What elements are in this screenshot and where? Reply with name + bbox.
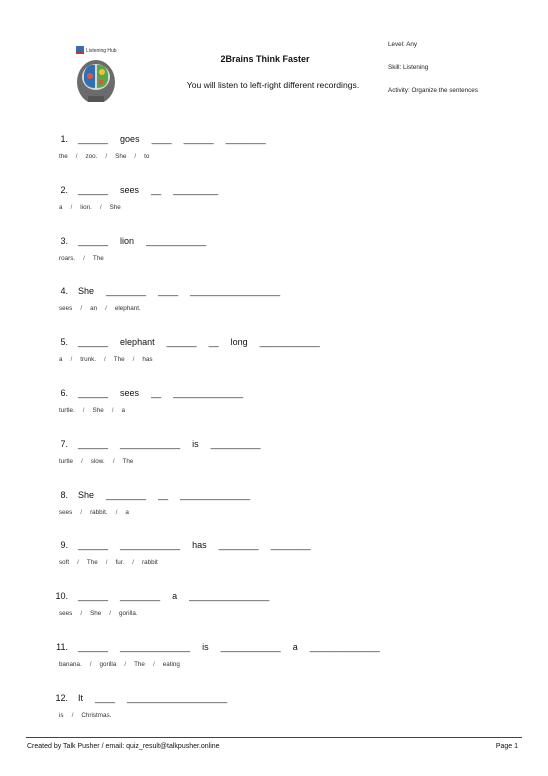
answer-blank[interactable]: _________ — [173, 184, 219, 195]
question-number: 6. — [60, 388, 68, 398]
answer-blank[interactable]: __________ — [210, 438, 261, 449]
answer-blank[interactable]: ____ — [158, 286, 179, 297]
answer-blank[interactable]: ____________ — [146, 235, 207, 246]
word-separator: / — [104, 356, 106, 364]
word-bank — [59, 204, 121, 211]
sentence-word: sees — [120, 184, 140, 195]
word-bank — [59, 407, 125, 414]
word-bank-item[interactable]: gorilla. — [119, 610, 138, 618]
word-bank-item[interactable]: rabbit — [142, 559, 158, 567]
question-sentence — [36, 693, 227, 703]
word-bank-item[interactable]: The — [122, 457, 134, 465]
word-bank-item[interactable]: turtle — [59, 457, 73, 465]
question-item — [36, 642, 516, 682]
sentence-word: is — [202, 642, 209, 652]
question-sentence — [36, 236, 206, 246]
word-separator: / — [132, 559, 135, 567]
word-bank-item[interactable]: to — [144, 153, 150, 160]
word-bank-item[interactable]: trunk. — [80, 356, 97, 364]
answer-blank[interactable]: __ — [158, 489, 169, 500]
word-separator: / — [99, 203, 102, 211]
word-bank — [59, 458, 133, 465]
word-separator: / — [70, 203, 73, 211]
question-item — [36, 388, 516, 428]
word-separator: / — [111, 407, 114, 414]
word-separator: / — [77, 559, 79, 567]
answer-blank[interactable]: ______ — [166, 337, 197, 348]
word-bank — [59, 153, 149, 160]
word-bank-item[interactable]: Christmas. — [81, 711, 112, 719]
question-item — [36, 439, 516, 479]
word-separator: / — [105, 153, 108, 160]
skill-label: Skill: Listening — [388, 64, 429, 71]
word-separator: / — [115, 508, 118, 516]
answer-blank[interactable]: ________ — [120, 591, 161, 602]
word-bank-item[interactable]: eating — [162, 661, 180, 668]
question-number: 2. — [60, 184, 68, 195]
question-sentence — [36, 439, 261, 449]
word-bank-item[interactable]: She — [92, 407, 104, 414]
word-separator: / — [109, 610, 112, 618]
word-bank-item[interactable]: rabbit. — [90, 508, 108, 516]
word-bank-item[interactable]: lion. — [80, 203, 92, 211]
sentence-word: She — [78, 286, 95, 297]
question-item — [36, 185, 516, 225]
answer-blank[interactable]: __ — [208, 337, 219, 348]
word-bank-item[interactable]: roars. — [59, 254, 76, 262]
question-number: 9. — [60, 540, 68, 551]
answer-blank[interactable]: ______ — [78, 337, 109, 348]
activity-label: Activity: Organize the sentences — [388, 87, 478, 94]
question-sentence — [36, 388, 243, 398]
word-bank — [59, 712, 111, 719]
question-number: 10. — [55, 591, 68, 602]
answer-blank[interactable]: ______ — [78, 540, 109, 551]
word-bank — [59, 661, 180, 668]
answer-blank[interactable]: ____________ — [220, 642, 281, 652]
answer-blank[interactable]: ____ — [95, 692, 116, 703]
word-bank-item[interactable]: gorilla — [99, 661, 117, 668]
sentence-word: has — [192, 540, 207, 551]
word-bank-item[interactable]: fur. — [115, 559, 125, 567]
question-item — [36, 591, 516, 631]
word-bank-item[interactable]: a — [59, 356, 63, 364]
word-bank-item[interactable]: a — [121, 407, 125, 414]
word-separator: / — [82, 407, 85, 414]
question-number: 7. — [60, 438, 68, 449]
question-item — [36, 693, 516, 733]
word-bank-item[interactable]: sees — [59, 610, 73, 618]
answer-blank[interactable]: ______________ — [173, 388, 244, 398]
word-bank-item[interactable]: banana. — [59, 661, 82, 668]
sentence-word: elephant — [120, 337, 155, 348]
word-bank-item[interactable]: She — [90, 610, 102, 618]
footer-credit: Created by Talk Pusher / email: quiz_result@talkpusher.online — [27, 743, 220, 750]
sentence-word: She — [78, 489, 95, 500]
question-item — [36, 337, 516, 377]
sentence-word: sees — [120, 388, 140, 398]
question-number: 3. — [60, 235, 68, 246]
word-bank-item[interactable]: a — [59, 203, 63, 211]
question-item — [36, 490, 516, 530]
word-bank-item[interactable]: turtle. — [59, 407, 75, 414]
sentence-word: a — [172, 591, 178, 602]
word-bank-item[interactable]: an — [90, 305, 98, 313]
answer-blank[interactable]: ______ — [78, 235, 109, 246]
word-bank-item[interactable]: She — [115, 153, 127, 160]
word-bank-item[interactable]: has — [142, 356, 153, 364]
question-number: 8. — [60, 489, 68, 500]
word-bank-item[interactable]: sees — [59, 305, 73, 313]
answer-blank[interactable]: ______ — [78, 591, 109, 602]
answer-blank[interactable]: ________ — [225, 134, 266, 144]
question-sentence — [36, 185, 218, 195]
word-bank-item[interactable]: soft — [59, 559, 70, 567]
question-number: 12. — [55, 692, 68, 703]
answer-blank[interactable]: __________________ — [190, 286, 281, 297]
question-item — [36, 134, 516, 174]
worksheet-logo — [68, 44, 124, 102]
question-sentence — [36, 490, 250, 500]
question-sentence — [36, 540, 311, 550]
answer-blank[interactable]: ____________ — [259, 337, 320, 348]
word-separator: / — [152, 661, 155, 668]
word-bank — [59, 610, 138, 617]
word-bank-item[interactable]: the — [59, 153, 68, 160]
word-separator: / — [71, 711, 74, 719]
answer-blank[interactable]: ______ — [183, 134, 214, 144]
worksheet-title: 2Brains Think Faster — [220, 54, 310, 64]
answer-blank[interactable]: ______ — [78, 438, 109, 449]
word-bank-item[interactable]: sees — [59, 508, 73, 516]
word-bank — [59, 305, 141, 312]
question-number: 4. — [60, 286, 68, 297]
word-separator: / — [105, 559, 108, 567]
answer-blank[interactable]: ____________ — [120, 540, 181, 551]
word-separator: / — [124, 661, 127, 668]
answer-blank[interactable]: ________ — [106, 286, 147, 297]
word-separator: / — [70, 356, 73, 364]
word-bank — [59, 356, 153, 363]
question-number: 11. — [56, 642, 68, 652]
worksheet-instructions: You will listen to left-right different recordings. — [186, 80, 360, 90]
word-separator: / — [75, 153, 78, 160]
word-bank-item[interactable]: zoo. — [85, 153, 98, 160]
word-separator: / — [105, 305, 107, 313]
answer-blank[interactable]: ________________ — [189, 591, 270, 602]
word-bank-item[interactable]: The — [92, 254, 104, 262]
word-bank — [59, 255, 104, 262]
sentence-word: goes — [120, 134, 140, 144]
word-separator: / — [80, 508, 83, 516]
word-separator: / — [134, 153, 137, 160]
word-separator: / — [132, 356, 135, 364]
word-bank-item[interactable]: The — [113, 356, 125, 364]
answer-blank[interactable]: ____ — [151, 134, 172, 144]
answer-blank[interactable]: ________ — [106, 489, 147, 500]
question-item — [36, 286, 516, 326]
word-separator: / — [89, 661, 92, 668]
question-sentence — [36, 591, 269, 601]
logo-text: Listening Hub — [86, 48, 117, 54]
page-number: Page 1 — [495, 743, 518, 750]
word-bank-item[interactable]: The — [86, 559, 98, 567]
answer-blank[interactable]: ____________ — [120, 438, 181, 449]
word-bank-item[interactable]: slow. — [90, 457, 105, 465]
word-bank — [59, 559, 158, 566]
answer-blank[interactable]: ______________ — [120, 642, 191, 652]
question-sentence — [36, 642, 380, 652]
word-separator: / — [83, 254, 85, 262]
question-number: 5. — [60, 337, 68, 348]
question-number: 1. — [60, 134, 68, 144]
question-sentence — [36, 337, 320, 347]
answer-blank[interactable]: ______________ — [180, 489, 251, 500]
sentence-word: It — [78, 692, 84, 703]
word-bank — [59, 509, 129, 516]
word-bank-item[interactable]: a — [125, 508, 129, 516]
answer-blank[interactable]: ______ — [78, 388, 109, 398]
word-bank-item[interactable]: The — [134, 661, 145, 668]
question-item — [36, 540, 516, 580]
answer-blank[interactable]: ________ — [218, 540, 259, 551]
question-sentence — [36, 286, 280, 296]
sentence-word: is — [192, 438, 199, 449]
sentence-word: long — [230, 337, 248, 348]
answer-blank[interactable]: ________ — [270, 540, 311, 551]
word-bank-item[interactable]: is — [59, 711, 64, 719]
answer-blank[interactable]: ______ — [78, 642, 109, 652]
question-item — [36, 236, 516, 276]
word-bank-item[interactable]: She — [109, 203, 121, 211]
level-label: Level: Any — [388, 41, 418, 48]
answer-blank[interactable]: __ — [151, 388, 162, 398]
word-separator: / — [81, 457, 83, 465]
word-bank-item[interactable]: elephant. — [114, 305, 141, 313]
answer-blank[interactable]: ______ — [78, 134, 109, 144]
question-sentence — [36, 134, 266, 144]
answer-blank[interactable]: ______________ — [309, 642, 380, 652]
answer-blank[interactable]: ____________________ — [127, 692, 228, 703]
answer-blank[interactable]: ______ — [78, 184, 109, 195]
footer-divider — [26, 737, 522, 738]
word-separator: / — [112, 457, 115, 465]
sentence-word: a — [292, 642, 298, 652]
word-separator: / — [80, 305, 83, 313]
sentence-word: lion — [120, 235, 135, 246]
answer-blank[interactable]: __ — [151, 184, 162, 195]
word-separator: / — [80, 610, 83, 618]
